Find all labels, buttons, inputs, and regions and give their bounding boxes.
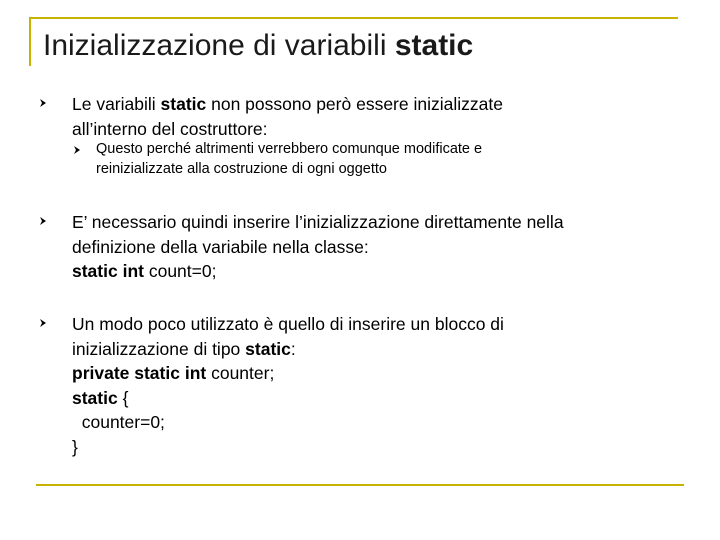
bullet-2: [72, 210, 564, 284]
code-line: [72, 435, 504, 460]
sub-bullet-text: reinizializzate alla costruzione di ogni oggetto: [96, 160, 387, 177]
code-keyword: static: [72, 387, 118, 408]
code-text: }: [72, 436, 78, 457]
arrowhead-icon: [38, 216, 48, 226]
footer-rule: [36, 484, 684, 486]
bullet-3: [72, 312, 504, 459]
code-line: [72, 410, 504, 435]
bullet-bold-text: static: [245, 338, 291, 359]
arrowhead-icon: [72, 145, 82, 155]
code-text: count=0;: [143, 261, 217, 281]
bullet-text: :: [290, 338, 296, 359]
bullet-text: Un modo poco utilizzato è quello di inserire un blocco di: [72, 314, 504, 334]
bullet-line: [72, 337, 504, 362]
bullet-line: [72, 235, 564, 260]
code-line: [72, 386, 504, 411]
sub-bullet-text: Questo perché altrimenti verrebbero comunque modificate e: [96, 141, 483, 157]
slide-title-text: Inizializzazione di variabili: [43, 29, 395, 62]
bullet-text: definizione della variabile nella classe:: [72, 236, 369, 257]
bullet-text: Le variabili: [72, 94, 161, 114]
sub-bullet-line: [96, 140, 482, 160]
code-line: [72, 361, 504, 386]
bullet-line: [72, 210, 564, 235]
bullet-1: [72, 92, 503, 141]
title-rule-left: [29, 17, 31, 66]
bullet-text: all’interno del costruttore:: [72, 118, 268, 139]
code-keyword: private static int: [72, 363, 207, 383]
slide-title-keyword: static: [394, 29, 474, 62]
bullet-line: [72, 117, 503, 142]
bullet-bold-text: static: [160, 94, 207, 114]
bullet-line: [72, 92, 503, 117]
slide-title: [43, 26, 473, 66]
code-keyword: static int: [72, 261, 144, 281]
bullet-text: non possono però essere inizializzate: [206, 94, 503, 114]
sub-bullet-line: [96, 160, 482, 180]
code-text: counter=0;: [72, 412, 165, 432]
code-text: {: [117, 387, 129, 408]
arrowhead-icon: [38, 98, 48, 108]
bullet-text: inizializzazione di tipo: [72, 338, 246, 359]
bullet-line: [72, 312, 504, 337]
sub-bullet-1: [96, 140, 482, 179]
title-rule-top: [30, 17, 678, 19]
bullet-text: E’ necessario quindi inserire l’inizializzazione direttamente nella: [72, 212, 564, 232]
code-line: [72, 259, 564, 284]
arrowhead-icon: [38, 318, 48, 328]
code-text: counter;: [206, 363, 275, 383]
